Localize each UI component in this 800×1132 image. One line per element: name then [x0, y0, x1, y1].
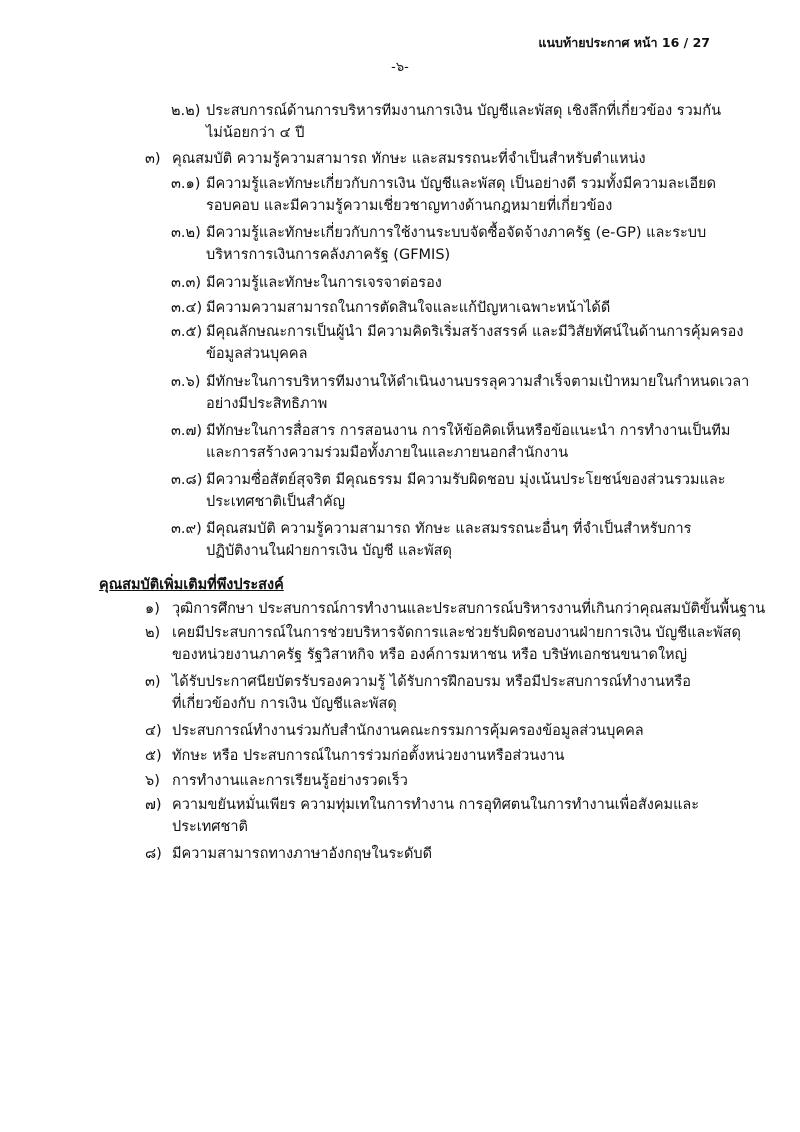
item-number: ๓.๘) [171, 472, 203, 488]
item-number: ๔) [145, 723, 162, 739]
item-number: ๓.๒) [171, 225, 201, 241]
item-number: ๑) [145, 601, 160, 617]
item-number: ๓.๔) [171, 300, 203, 316]
item-line: ทักษะ หรือ ประสบการณ์ในการร่วมก่อตั้งหน่วยงานหรือส่วนงาน [172, 748, 565, 764]
item-number: ๖) [145, 773, 160, 789]
item-number: ๓.๙) [171, 521, 202, 537]
item-number: ๕) [145, 748, 162, 764]
section-title-desired: คุณสมบัติเพิ่มเติมที่พึงประสงค์ [99, 577, 284, 593]
item-line: มีคุณสมบัติ ความรู้ความสามารถ ทักษะ และสมรรถนะอื่นๆ ที่จำเป็นสำหรับการ [206, 521, 692, 537]
item-number: ๒.๒) [171, 103, 201, 119]
item-line: บริหารการเงินการคลังภาครัฐ (GFMIS) [206, 247, 451, 263]
item-line: มีความความสามารถในการตัดสินใจและแก้ปัญหาเฉพาะหน้าได้ดี [206, 300, 611, 316]
item-text: คุณสมบัติ ความรู้ความสามารถ ทักษะ และสมรรถนะที่จำเป็นสำหรับตำแหน่ง [172, 151, 646, 167]
item-line: ประสบการณ์ด้านการบริหารทีมงานการเงิน บัญชีและพัสดุ เชิงลึกที่เกี่ยวข้อง รวมกัน [206, 103, 721, 119]
page-header: แนบท้ายประกาศ หน้า 16 / 27 [538, 35, 710, 50]
item-number: ๗) [145, 797, 162, 813]
item-line: และการสร้างความร่วมมือทั้งภายในและภายนอกสำนักงาน [206, 445, 569, 461]
item-line: ของหน่วยงานภาครัฐ รัฐวิสาหกิจ หรือ องค์การมหาชน หรือ บริษัทเอกชนขนาดใหญ่ [172, 647, 687, 663]
item-line: มีคุณลักษณะการเป็นผู้นำ มีความคิดริเริ่มสร้างสรรค์ และมีวิสัยทัศน์ในด้านการคุ้มครอง [206, 324, 744, 340]
item-line: ที่เกี่ยวข้องกับ การเงิน บัญชีและพัสดุ [172, 696, 397, 712]
item-line: มีความรู้และทักษะในการเจรจาต่อรอง [206, 275, 442, 291]
item-line: ประสบการณ์ทำงานร่วมกับสำนักงานคณะกรรมการคุ้มครองข้อมูลส่วนบุคคล [172, 723, 644, 739]
item-line: ประเทศชาติเป็นสำคัญ [206, 494, 346, 510]
item-line: ปฏิบัติงานในฝ่ายการเงิน บัญชี และพัสดุ [206, 543, 452, 559]
item-line: ไม่น้อยกว่า ๔ ปี [206, 125, 305, 141]
item-line: ข้อมูลส่วนบุคคล [206, 346, 308, 362]
page-marker: -๖- [391, 60, 409, 75]
item-number: ๓.๖) [171, 374, 201, 390]
item-number: ๘) [145, 846, 162, 862]
item-number: ๒) [145, 625, 161, 641]
item-line: มีความซื่อสัตย์สุจริต มีคุณธรรม มีความรับผิดชอบ มุ่งเน้นประโยชน์ของส่วนรวมและ [206, 472, 726, 488]
item-number: ๓.๗) [171, 423, 203, 439]
item-line: มีทักษะในการบริหารทีมงานให้ดำเนินงานบรรลุความสำเร็จตามเป้าหมายในกำหนดเวลา [206, 374, 750, 390]
item-line: ประเทศชาติ [172, 819, 248, 835]
item-line: มีความสามารถทางภาษาอังกฤษในระดับดี [172, 846, 433, 862]
item-number: ๓) [145, 674, 161, 690]
item-line: มีทักษะในการสื่อสาร การสอนงาน การให้ข้อคิดเห็นหรือข้อแนะนำ การทำงานเป็นทีม [206, 423, 731, 439]
item-line: เคยมีประสบการณ์ในการช่วยบริหารจัดการและช่วยรับผิดชอบงานฝ่ายการเงิน บัญชีและพัสดุ [172, 625, 741, 641]
item-line: วุฒิการศึกษา ประสบการณ์การทำงานและประสบการณ์บริหารงานที่เกินกว่าคุณสมบัติขั้นพื้นฐาน [172, 601, 766, 617]
item-line: ได้รับประกาศนียบัตรรับรองความรู้ ได้รับการฝึกอบรม หรือมีประสบการณ์ทำงานหรือ [172, 674, 691, 690]
item-number: ๓) [145, 151, 161, 167]
item-line: มีความรู้และทักษะเกี่ยวกับการใช้งานระบบจัดซื้อจัดจ้างภาครัฐ (e-GP) และระบบ [206, 225, 707, 241]
item-number: ๓.๑) [171, 176, 201, 192]
item-number: ๓.๓) [171, 275, 202, 291]
item-line: การทำงานและการเรียนรู้อย่างรวดเร็ว [172, 773, 408, 789]
item-line: มีความรู้และทักษะเกี่ยวกับการเงิน บัญชีและพัสดุ เป็นอย่างดี รวมทั้งมีความละเอียด [206, 176, 717, 192]
item-line: อย่างมีประสิทธิภาพ [206, 396, 328, 412]
item-number: ๓.๕) [171, 324, 203, 340]
item-line: รอบคอบ และมีความรู้ความเชี่ยวชาญทางด้านกฎหมายที่เกี่ยวข้อง [206, 198, 613, 214]
item-line: ความขยันหมั่นเพียร ความทุ่มเทในการทำงาน การอุทิศตนในการทำงานเพื่อสังคมและ [172, 797, 700, 813]
